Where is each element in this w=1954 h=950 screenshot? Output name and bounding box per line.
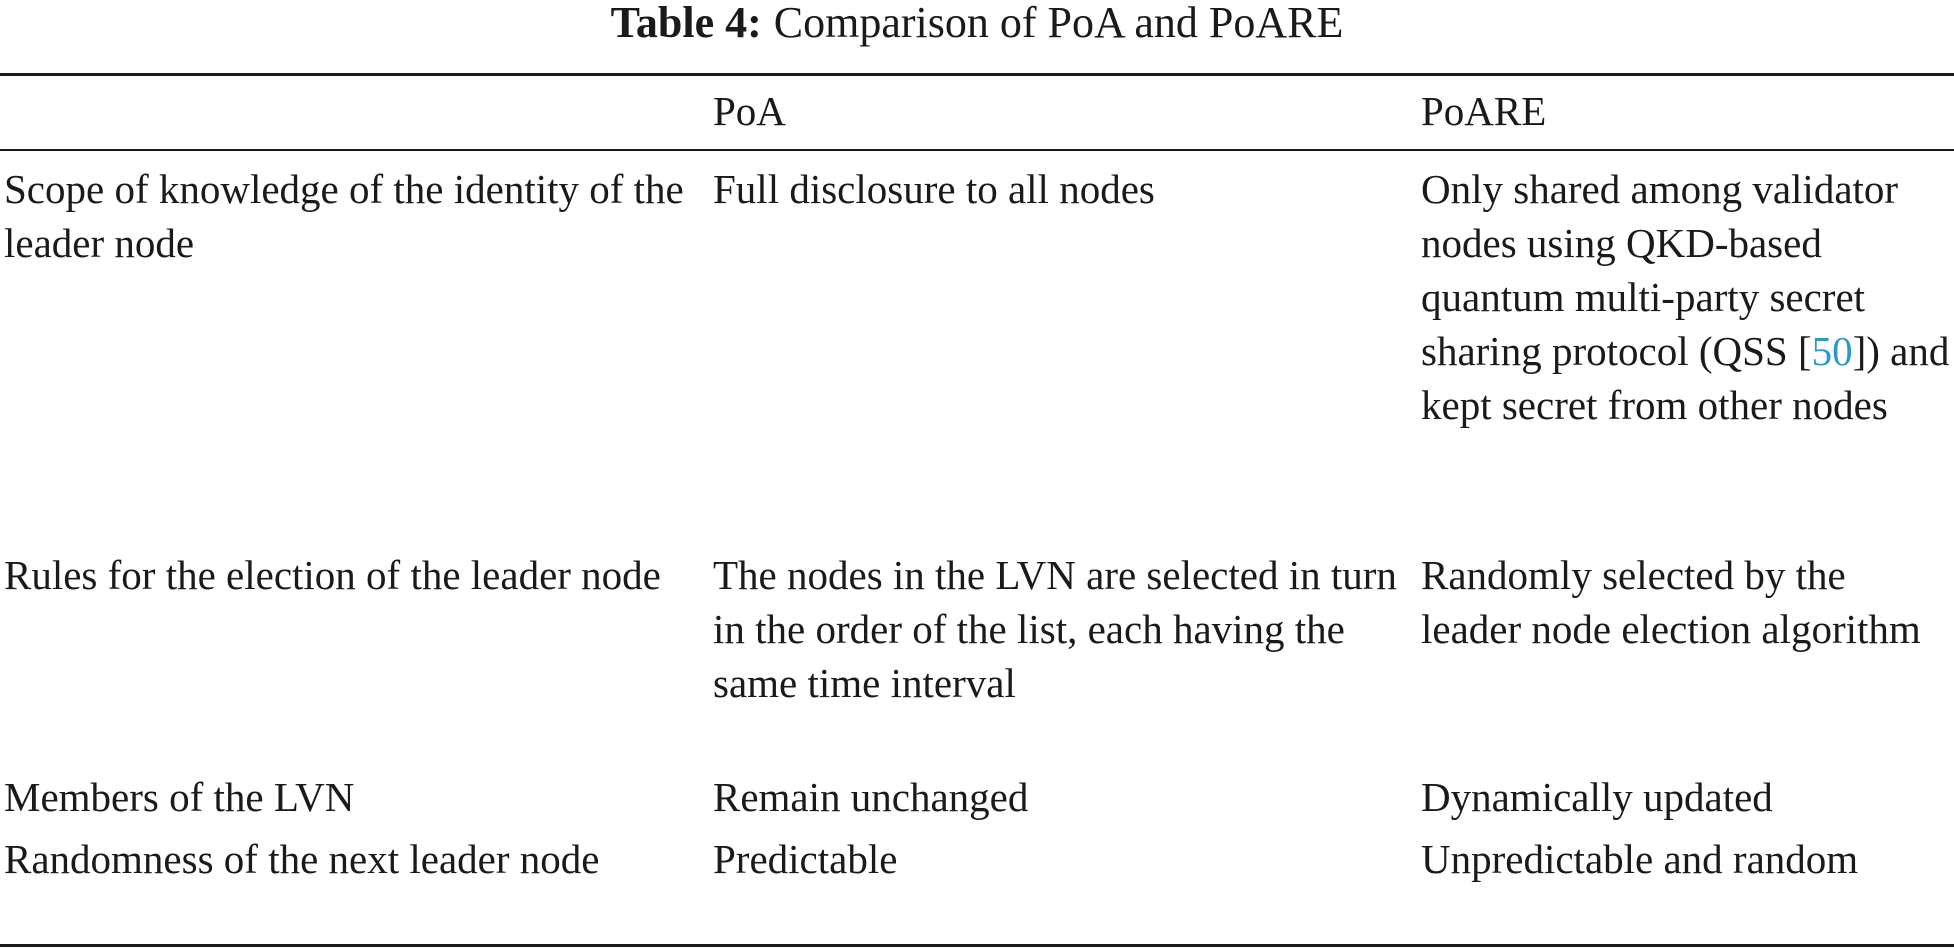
table-caption-text: Comparison of PoA and PoARE: [773, 0, 1344, 47]
table-header-rule: [0, 149, 1954, 151]
poare-text-before: Only shared among validator nodes using QKD-based quantum multi-party secret sharing protocol (QSS [: [1421, 166, 1899, 374]
citation-link[interactable]: 50: [1811, 328, 1853, 374]
table-caption: [0, 0, 1954, 50]
poa-cell: Remain unchanged: [713, 774, 1029, 820]
table-bottom-rule: [0, 944, 1954, 947]
poare-cell: Randomly selected by the leader node election algorithm: [1421, 552, 1921, 652]
poare-cell: Dynamically updated: [1421, 774, 1773, 820]
poare-cell: Unpredictable and random: [1421, 836, 1859, 882]
poa-cell: Predictable: [713, 836, 898, 882]
feature-cell: Scope of knowledge of the identity of the leader node: [4, 166, 684, 266]
feature-cell: Rules for the election of the leader node: [4, 552, 661, 598]
table-caption-label: Table 4:: [610, 0, 762, 47]
poa-cell: The nodes in the LVN are selected in turn in the order of the list, each having the same time interval: [713, 552, 1397, 706]
feature-cell: Randomness of the next leader node: [4, 836, 600, 882]
header-cell-poare: PoARE: [1421, 88, 1547, 134]
table-top-rule: [0, 73, 1954, 76]
poare-cell: [1421, 162, 1951, 432]
header-cell-poa: PoA: [713, 88, 786, 134]
poare-text-after: ]) and kept secret from other nodes: [1421, 328, 1950, 428]
feature-cell: Members of the LVN: [4, 774, 355, 820]
poa-cell: Full disclosure to all nodes: [713, 166, 1155, 212]
